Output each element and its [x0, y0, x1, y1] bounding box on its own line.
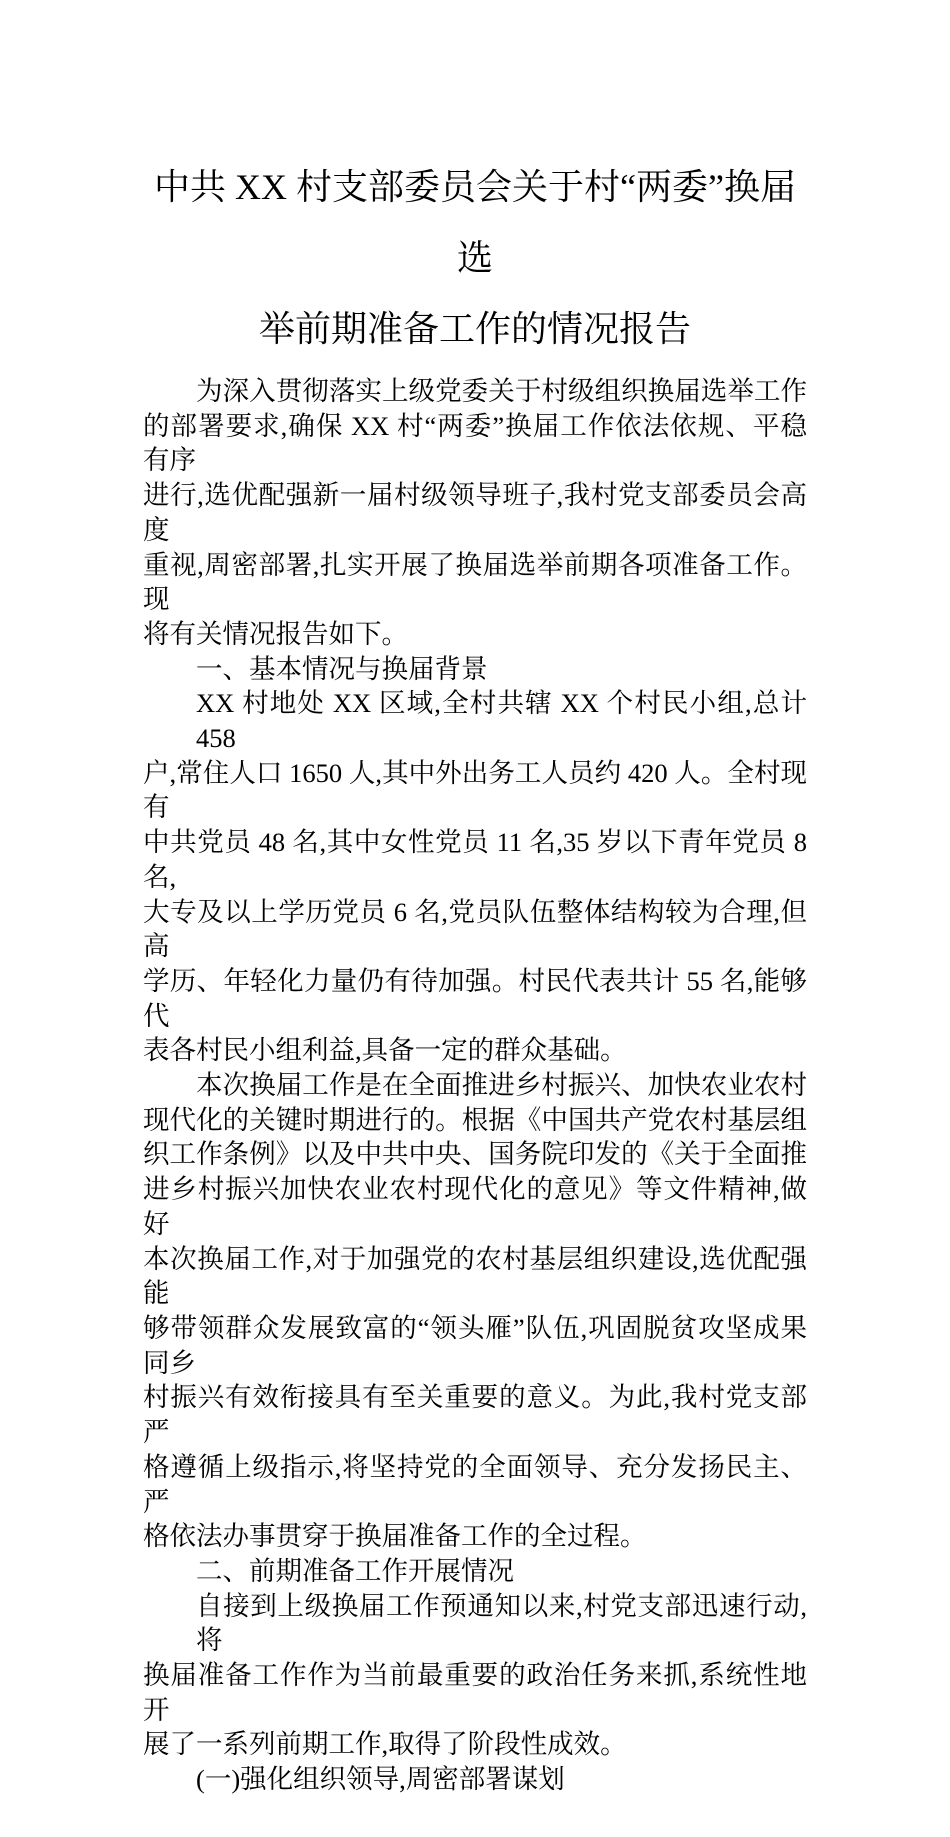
section-heading [143, 1762, 807, 1797]
text-line: 现代化的关键时期进行的。根据《中国共产党农村基层组 [143, 1104, 807, 1135]
text-line: 学历、年轻化力量仍有待加强。村民代表共计 55 名,能够代 [143, 965, 807, 1031]
title-line-2: 举前期准备工作的情况报告 [258, 309, 691, 349]
text-line: 自接到上级换届工作预通知以来,村党支部迅速行动,将 [196, 1590, 807, 1656]
text-line: 二、前期准备工作开展情况 [196, 1555, 514, 1586]
text-line: 大专及以上学历党员 6 名,党员队伍整体结构较为合理,但高 [143, 896, 807, 962]
text-line: 户,常住人口 1650 人,其中外出务工人员约 420 人。全村现有 [143, 757, 807, 823]
text-line: 织工作条例》以及中共中央、国务院印发的《关于全面推 [143, 1139, 807, 1170]
text-line: 本次换届工作是在全面推进乡村振兴、加快农业农村 [196, 1070, 807, 1101]
title-line-1: 中共 XX 村支部委员会关于村“两委”换届选 [154, 167, 796, 278]
text-line: 本次换届工作,对于加强党的农村基层组织建设,选优配强能 [143, 1243, 807, 1309]
text-line: 格遵循上级指示,将坚持党的全面领导、充分发扬民主、严 [143, 1451, 807, 1517]
section-heading [143, 1554, 807, 1589]
text-line: 的部署要求,确保 XX 村“两委”换届工作依法依规、平稳有序 [143, 410, 807, 476]
text-line: 进行,选优配强新一届村级领导班子,我村党支部委员会高度 [143, 480, 807, 545]
text-line: 换届准备工作作为当前最重要的政治任务来抓,系统性地开 [143, 1660, 807, 1725]
text-line: 表各村民小组利益,具备一定的群众基础。 [143, 1035, 627, 1066]
text-line: 格依法办事贯穿于换届准备工作的全过程。 [143, 1521, 647, 1552]
text-line: 重视,周密部署,扎实开展了换届选举前期各项准备工作。现 [143, 549, 807, 615]
document-body [143, 374, 807, 1797]
paragraph [143, 686, 807, 1068]
text-line: 为深入贯彻落实上级党委关于村级组织换届选举工作 [196, 376, 807, 406]
text-line: 进乡村振兴加快农业农村现代化的意见》等文件精神,做好 [143, 1174, 807, 1239]
text-line: 够带领群众发展致富的“领头雁”队伍,巩固脱贫攻坚成果同乡 [143, 1312, 807, 1378]
paragraph [143, 374, 807, 652]
document-title [143, 152, 807, 365]
paragraph [143, 1589, 807, 1763]
text-line: (一)强化组织领导,周密部署谋划 [196, 1764, 565, 1795]
text-line: 将有关情况报告如下。 [143, 618, 408, 649]
paragraph [143, 1068, 807, 1554]
text-line: 一、基本情况与换届背景 [196, 653, 488, 684]
text-line: XX 村地处 XX 区域,全村共辖 XX 个村民小组,总计 458 [196, 688, 807, 754]
text-line: 中共党员 48 名,其中女性党员 11 名,35 岁以下青年党员 8 名, [143, 827, 807, 892]
text-line: 展了一系列前期工作,取得了阶段性成效。 [143, 1729, 627, 1760]
section-heading [143, 652, 807, 687]
text-line: 村振兴有效衔接具有至关重要的意义。为此,我村党支部严 [143, 1382, 807, 1448]
